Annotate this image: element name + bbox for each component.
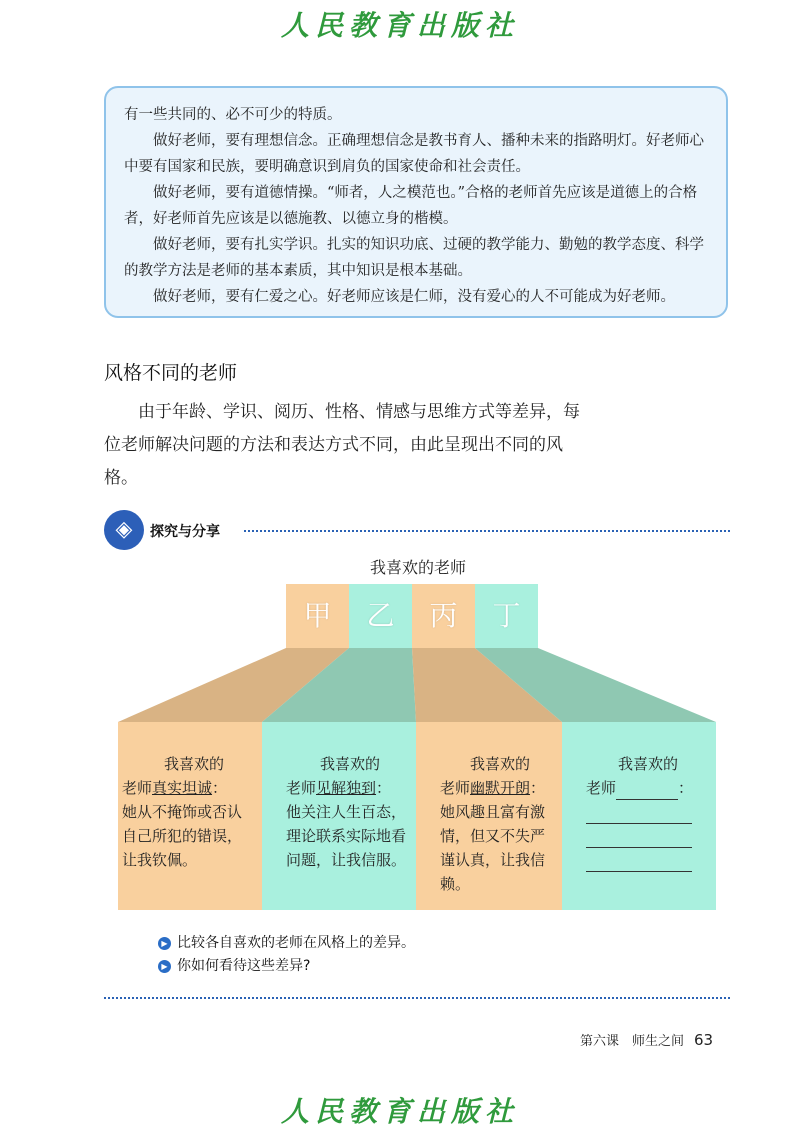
diagram-title: 我喜欢的老师 — [369, 558, 466, 577]
answer-blank[interactable] — [616, 776, 678, 800]
teacher-card-1 — [118, 722, 262, 910]
tab-jia: 甲 — [286, 584, 349, 648]
card-colon: ： — [212, 779, 228, 797]
publisher-logo: 人民教育出版社 — [280, 9, 519, 42]
card-colon: ： — [376, 779, 392, 797]
card-body: 他关注人生百态，理论联系实际地看问题，让我信服。 — [286, 803, 407, 869]
dotted-divider — [104, 997, 730, 999]
arrow-bullet-icon: ▶ — [158, 937, 171, 950]
question-text: 比较各自喜欢的老师在风格上的差异。 — [177, 935, 415, 951]
card-body: 她风趣且富有激情，但又不失严谨认真，让我信赖。 — [440, 803, 546, 893]
card-teacher: 老师 — [440, 779, 471, 797]
teacher-card-2 — [262, 722, 416, 910]
card-intro: 我喜欢的 — [164, 755, 225, 773]
answer-blank[interactable] — [586, 848, 692, 872]
card-body: 她从不掩饰或否认自己所犯的错误，让我钦佩。 — [122, 803, 243, 869]
card-trait: 幽默开朗 — [470, 779, 531, 797]
explore-label: 探究与分享 — [150, 524, 220, 540]
card-teacher: 老师 — [586, 779, 617, 797]
answer-blank[interactable] — [586, 824, 692, 848]
question-text: 你如何看待这些差异? — [177, 958, 311, 974]
quote-paragraph: 做好老师，要有道德情操。“师者，人之模范也。”合格的老师首先应该是道德上的合格者，好老师首先应该是以德施教、以德立身的楷模。 — [124, 185, 698, 227]
teacher-card-3 — [416, 722, 562, 910]
quote-paragraph: 做好老师，要有理想信念。正确理想信念是教书育人、播种未来的指路明灯。好老师心中要有国家和民族，要明确意识到肩负的国家使命和社会责任。 — [124, 133, 704, 175]
teacher-card-4 — [562, 722, 716, 910]
question-item — [158, 955, 415, 978]
card-teacher: 老师 — [286, 779, 317, 797]
quote-line: 有一些共同的、必不可少的特质。 — [124, 107, 342, 123]
question-item — [158, 932, 415, 955]
section-title: 风格不同的老师 — [104, 362, 238, 384]
lesson-title: 第六课 师生之间 — [580, 1034, 685, 1049]
quote-paragraph: 做好老师，要有仁爱之心。好老师应该是仁师，没有爱心的人不可能成为好老师。 — [153, 289, 675, 305]
page-footer — [580, 1030, 713, 1049]
section-body: 由于年龄、学识、阅历、性格、情感与思维方式等差异，每位老师解决问题的方法和表达方式不同，由此呈现出不同的风格。 — [104, 402, 580, 488]
card-colon: ： — [678, 779, 694, 797]
answer-blank[interactable] — [586, 800, 692, 824]
tab-ding: 丁 — [475, 584, 538, 648]
card-intro: 我喜欢的 — [470, 755, 531, 773]
publisher-logo: 人民教育出版社 — [280, 1095, 519, 1128]
arrow-bullet-icon: ▶ — [158, 960, 171, 973]
question-list — [158, 932, 415, 978]
card-intro: 我喜欢的 — [320, 755, 381, 773]
card-trait: 真实坦诚 — [152, 779, 213, 797]
card-teacher: 老师 — [122, 779, 153, 797]
tab-bing: 丙 — [412, 584, 475, 648]
card-trait: 见解独到 — [316, 779, 377, 797]
card-intro: 我喜欢的 — [618, 755, 679, 773]
page-number: 63 — [694, 1031, 714, 1049]
tab-yi: 乙 — [349, 584, 412, 648]
explore-cube-icon: ◈ — [104, 510, 144, 550]
card-colon: ： — [530, 779, 546, 797]
quote-paragraph: 做好老师，要有扎实学识。扎实的知识功底、过硬的教学能力、勤勉的教学态度、科学的教学方法是老师的基本素质，其中知识是根本基础。 — [124, 237, 704, 279]
